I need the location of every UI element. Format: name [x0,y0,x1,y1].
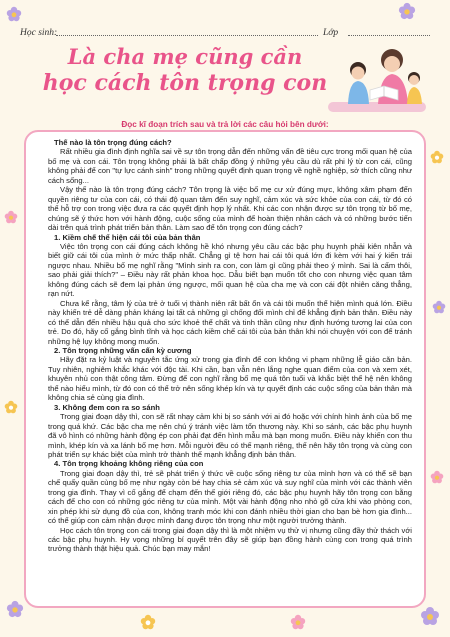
section-heading: 1. Kiềm chế thể hiện cái tôi của bản thân [54,232,201,242]
student-name-field[interactable] [56,35,318,36]
flower-icon [290,614,306,630]
flower-icon [432,300,446,314]
flower-icon [420,606,440,626]
flower-icon [4,400,18,414]
title-line-1: Là cha mẹ cũng cần [67,44,303,69]
passage-paragraph: Vậy thế nào là tôn trọng đúng cách? Tôn trọng là việc bố mẹ cư xử đúng mực, không xâm phạm đến quyền riêng tư của con cái, có thái độ quan tâm đến suy nghĩ, cảm xúc và sức khỏe của con cái, từ đó có thể hỗ trợ con trong việc đưa ra các quyết định hợp lý nhất. Khi các con nhận được sự tôn trọng từ bố mẹ, chúng sẽ ý thức hơn với hành động, cuộc sống của mình để hoàn thiện nhân cách và có những bước tiến dài trên quá trình phát triển bản thân. Làm sao để tôn trọng con đúng cách? [48,185,412,233]
title-line-2: học cách tôn trọng con [42,70,328,96]
passage-paragraph: Trong giai đoạn dậy thì, trẻ sẽ phát triển ý thức về cuộc sống riêng tư của mình hơn và có thể sẽ bạn chế quấy quần cùng bố mẹ như ngày còn bé hay chia sẻ cảm xúc và suy nghĩ của mình với các thành viên trong gia đình. Thay vì cố gắng để chạm đến thế giới riêng đó, các bậc phụ huynh hãy tôn trọng con bằng cách để cho con có những góc riêng tư của mình. Một vài hành động nho nhỏ gõ cửa khi vào phòng con, xin phép khi sử dụng đồ của con, không tranh móc khi con đánh nhiều thời gian cho bạn bè hơn gia đình... có thể giúp con cảm nhận được mình đang được tôn trọng như một người trưởng thành. [48,468,412,526]
passage-paragraph: Hãy đặt ra kỷ luật và nguyên tắc ứng xử trong gia đình để con không vi phạm những lễ giáo căn bản. Tuy nhiên, nghiêm khắc khác với độc tài. Khi cần, bạn vẫn nên lắng nghe quan điểm của con và xem xét, khuyên nhủ con thật công tâm. Đừng để con nghĩ rằng bố mẹ quá tôn tuổi và khắc biệt thể hệ nên không thể nào hiểu mình, từ đó con có thể trở nên sống khép kín và tự quyết định các cuộc sống của bản thân mà không chia sẻ cùng gia đình. [48,355,412,403]
section-heading: 3. Không đem con ra so sánh [54,402,160,412]
passage-paragraph: Chưa kể rằng, tâm lý của trẻ ở tuổi vị thành niên rất bất ổn và cái tôi muốn thể hiện mình quá lớn. Điều này khiến trẻ dễ dàng phản kháng lại tất cả những gì chống đối mình chỉ để khẳng định bản thân. Điều này có thể dẫn đến nhiều hậu quả cho sức khoẻ thể chất và tinh thần cũng như định hướng tương lai của con trẻ. Do đó, hãy cố gắng bình tĩnh và học cách kiềm chế cái tôi của bản thân khi nói chuyện với con để tránh những hệ lụy không mong muốn. [48,298,412,346]
class-label: Lớp [323,28,339,38]
flower-icon [140,614,156,630]
instruction-text: Đọc kĩ đoạn trích sau và trả lời các câu hỏi bên dưới: [121,120,329,129]
passage-question-heading: Thế nào là tôn trọng đúng cách? [54,138,172,147]
class-field[interactable] [348,35,430,36]
page-title [40,44,330,96]
flower-icon [430,470,444,484]
flower-icon [6,6,22,22]
passage-paragraph: Việc tôn trọng con cái đúng cách không hề khó nhưng yêu cầu các bậc phụ huynh phải kiên nhẫn và biết giữ cái tôi của mình ở mức thấp nhất. Chẳng gì tệ hơn hai cái tôi quá lớn đi kèm với hai ý kiến trái ngược nhau. Nhiều bố mẹ nghĩ rằng "Mình sinh ra con, con làm gì cũng phải theo ý mình. Sai là cấm thôi, sao phải giải thích?" – Điều này rất phản khoa học. Dẫu biết bạn muốn tốt cho con nhưng việc quan tâm không đúng cách sẽ đem lại phản ứng ngược, mối quan hệ của cha mẹ và con cái đột nhiên căng thẳng, rạn nứt. [48,241,412,299]
flower-icon [6,600,24,618]
family-reading-illustration [322,42,432,120]
section-heading: 2. Tôn trọng những vấn cấn kỳ cương [54,345,192,355]
student-name-label: Học sinh: [20,28,58,38]
flower-icon [4,210,18,224]
passage-paragraph: Học cách tôn trọng con cái trong giai đoạn dậy thì là một nhiệm vụ thử vị nhưng cũng đầy thử thách với các bậc phụ huynh. Hy vọng những bí quyết trên đây sẽ giúp bạn đồng hành cùng con trong quá trình trưởng thành thật hiệu quả. Chúc bạn may mắn! [48,525,412,554]
passage-paragraph: Trong giai đoạn dậy thì, con sẽ rất nhạy cảm khi bị so sánh với ai đó hoặc với chính hình ảnh của bố mẹ trong quá khứ. Các bậc cha mẹ nên chú ý tránh việc làm tổn thương này. Khi so sánh, các bậc phụ huynh đã vô hình có những hành động ép con phải đạt đến hình mẫu mà bạn mong muốn. Điều này khiến con thu mình, khép kín và xa lánh bố mẹ hơn. Mỗi người đều có thế mạnh riêng, thế nên hãy tôn trọng và cùng con phát triển sự khác biệt của mình trở thành thế mạnh khẳng định bản thân. [48,412,412,459]
flower-icon [430,150,444,164]
flower-icon [398,2,416,20]
section-heading: 4. Tôn trọng khoảng không riêng của con [54,459,204,469]
reading-passage-panel [24,130,426,608]
passage-paragraph: Rất nhiều gia đình định nghĩa sai về sự tôn trọng dẫn đến những vấn đề tiêu cực trong mối quan hệ của bố mẹ và con cái. Tôn trọng không phải là bất chấp đồng ý những yêu cầu dù rất phi lý từ con cái, cũng không phải để con "tự lực cánh sinh" trong những quyết định quan trọng về nghề nghiệp, sở thích cũng như cách sống... [48,147,412,185]
